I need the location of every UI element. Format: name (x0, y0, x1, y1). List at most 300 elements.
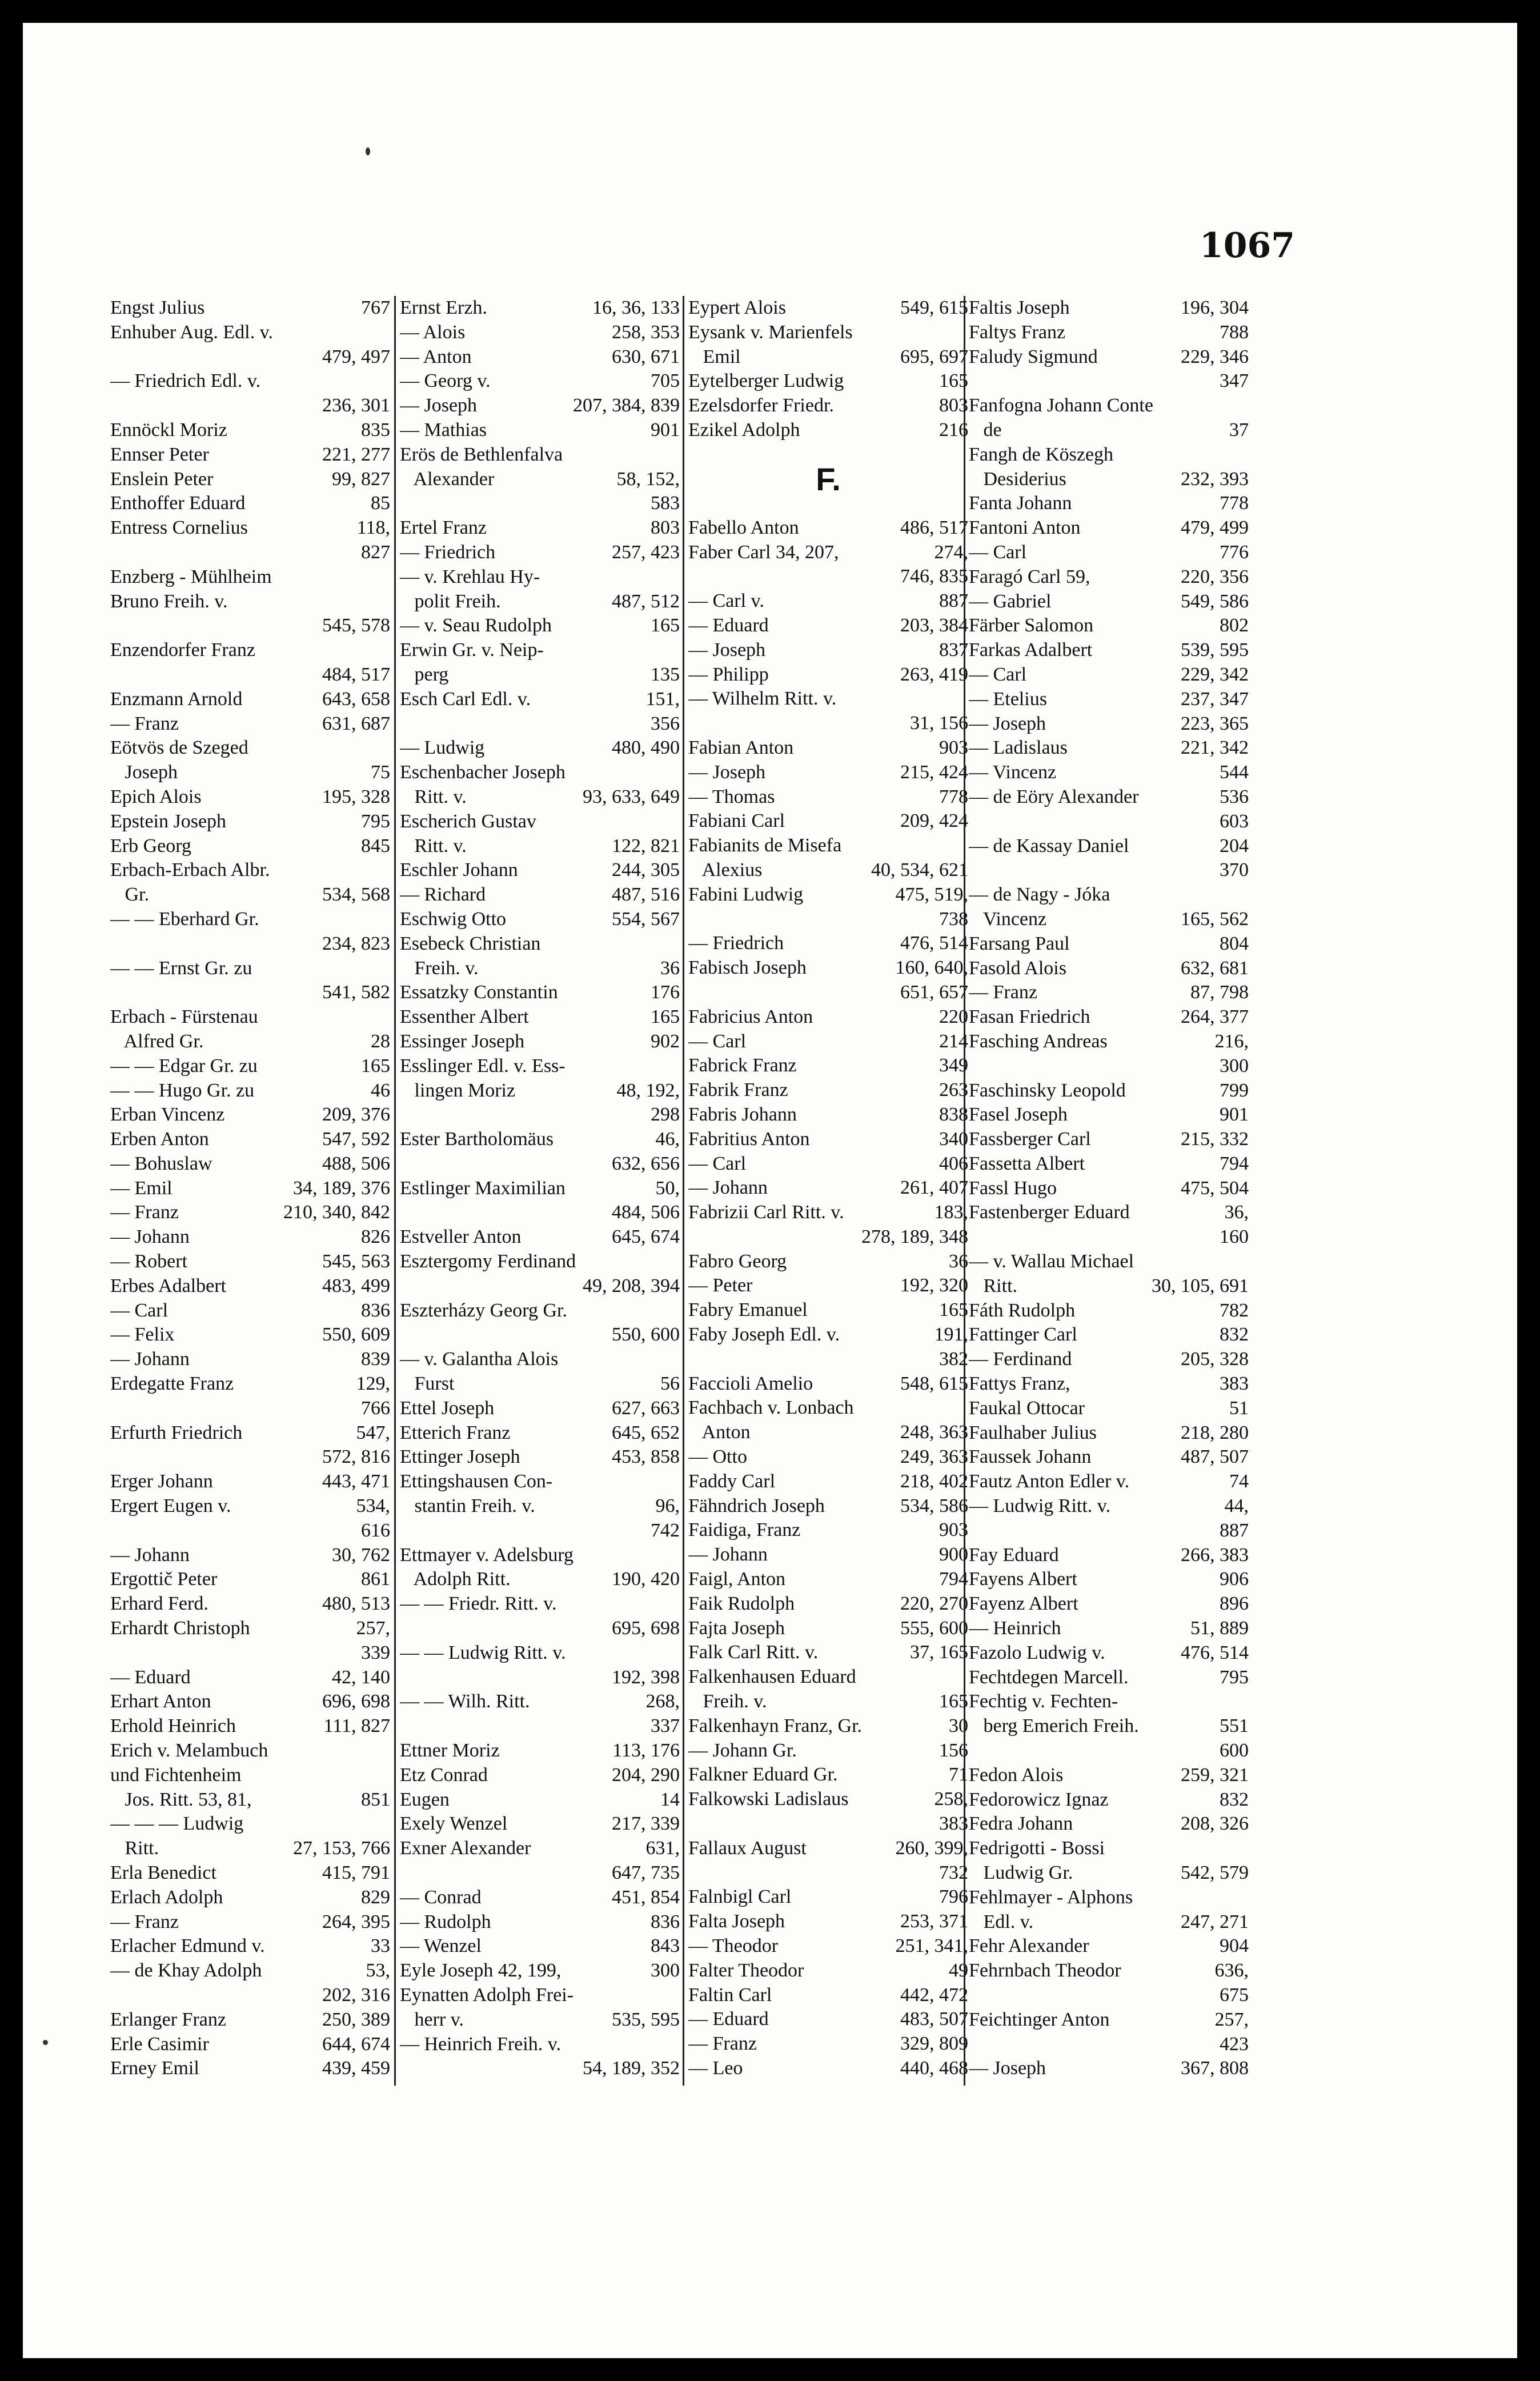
entry-pages: 453, 858 (612, 1446, 680, 1468)
entry-pages: 488, 506 (322, 1153, 390, 1174)
entry-pages: 49 (949, 1959, 968, 1981)
entry-pages: 215, 424 (900, 761, 968, 783)
index-entry (400, 345, 680, 370)
entry-continuation: 49, 208, 394 (583, 1275, 680, 1296)
entry-continuation: 550, 600 (612, 1324, 680, 1346)
index-entry (688, 345, 968, 370)
entry-pages: 906 (1220, 1568, 1249, 1590)
entry-pages: 845 (361, 835, 390, 857)
index-entry (110, 1714, 390, 1739)
index-entry (969, 1421, 1249, 1446)
entry-name: Fabini Ludwig (688, 883, 804, 905)
entry-pages: 480, 513 (322, 1593, 390, 1615)
index-entry (400, 1127, 680, 1152)
index-entry (688, 1396, 968, 1420)
entry-name: — Joseph (688, 761, 766, 783)
index-entry (688, 1323, 968, 1347)
entry-name: Ettner Moriz (400, 1740, 500, 1762)
entry-pages: 220, 270 (900, 1592, 968, 1614)
index-entry (688, 1567, 968, 1592)
entry-name: — de Khay Adolph (110, 1960, 262, 1982)
entry-pages: 221, 342 (1181, 737, 1249, 759)
entry-pages: 27, 153, 766 (293, 1838, 390, 1859)
index-entry (969, 907, 1249, 932)
entry-pages: 268, (645, 1691, 680, 1712)
entry-name: Faccioli Amelio (688, 1372, 813, 1394)
index-entry (400, 1005, 680, 1030)
entry-name: Ezikel Adolph (688, 419, 800, 441)
entry-name: — Rudolph (400, 1911, 491, 1932)
entry-name: — Thomas (688, 786, 775, 807)
entry-continuation: 887 (1220, 1519, 1249, 1541)
index-entry (400, 1225, 680, 1250)
entry-name: Fazolo Ludwig v. (969, 1642, 1105, 1663)
entry-name: Enzmann Arnold (110, 688, 243, 710)
index-entry (400, 2032, 680, 2057)
entry-name: — Joseph (688, 639, 766, 661)
index-entry (110, 1861, 390, 1886)
entry-pages: 258, 353 (612, 321, 680, 343)
index-entry (688, 687, 968, 711)
index-column-1 (110, 296, 390, 2081)
entry-pages: 630, 671 (612, 346, 680, 367)
entry-pages: 42, 140 (332, 1666, 390, 1688)
index-entry (969, 932, 1249, 957)
index-entry (688, 1763, 968, 1787)
entry-name: — de Nagy - Jóka (969, 884, 1110, 906)
index-entry (969, 1470, 1249, 1494)
entry-pages: 221, 277 (322, 443, 390, 465)
entry-continuation: 356 (651, 713, 680, 734)
entry-name: Falkowski Ladislaus (688, 1788, 849, 1810)
index-entry (969, 443, 1249, 467)
entry-pages: 835 (361, 419, 390, 441)
entry-name: — Joseph (400, 395, 478, 417)
entry-pages: 113, 176 (612, 1740, 680, 1762)
entry-pages: 486, 517 (900, 517, 968, 538)
entry-name: Essenther Albert (400, 1006, 529, 1028)
entry-pages: 30 (949, 1715, 968, 1736)
index-entry (969, 1347, 1249, 1372)
entry-name: — Leo (688, 2057, 743, 2079)
entry-name: Erdegatte Franz (110, 1373, 234, 1395)
entry-name: Fajta Joseph (688, 1617, 785, 1639)
entry-name: Fasan Friedrich (969, 1006, 1090, 1028)
entry-continuation: 746, 835 (900, 566, 968, 587)
index-entry (110, 810, 390, 834)
index-entry (110, 761, 390, 785)
entry-name: Erhard Ferd. (110, 1593, 208, 1615)
index-entry (969, 1152, 1249, 1177)
entry-name: Enzendorfer Franz (110, 639, 255, 661)
entry-pages: 191, (934, 1324, 968, 1346)
entry-pages: 160, 640, (895, 957, 968, 979)
index-entry (400, 1836, 680, 1861)
index-entry (400, 810, 680, 834)
entry-name: Faigl, Anton (688, 1568, 786, 1590)
entry-name: Faulhaber Julius (969, 1422, 1097, 1443)
entry-pages: 551 (1220, 1715, 1249, 1737)
entry-name: Erhart Anton (110, 1691, 211, 1712)
entry-name: Alexander (400, 468, 495, 490)
entry-pages: 645, 652 (612, 1422, 680, 1443)
entry-name: — Theodor (688, 1935, 779, 1956)
index-entry (400, 1421, 680, 1446)
entry-pages: 204, 290 (612, 1764, 680, 1786)
entry-pages: 33 (371, 1935, 390, 1957)
index-entry (969, 296, 1249, 321)
entry-name: Fedrigotti - Bossi (969, 1838, 1105, 1859)
entry-name: Fabrik Franz (688, 1079, 788, 1101)
entry-name: Fabris Johann (688, 1103, 797, 1125)
entry-name: — Peter (688, 1275, 753, 1296)
entry-pages: 257, (1214, 2008, 1249, 2030)
entry-name: — Heinrich Freih. v. (400, 2033, 562, 2055)
index-entry (969, 541, 1249, 565)
index-entry (110, 1299, 390, 1323)
index-entry (400, 516, 680, 541)
column-rule (964, 296, 965, 2086)
entry-pages: 215, 332 (1181, 1129, 1249, 1150)
entry-pages: 836 (361, 1299, 390, 1321)
entry-name: Freih. v. (688, 1691, 767, 1712)
entry-name: Etz Conrad (400, 1764, 488, 1786)
index-entry (969, 1494, 1249, 1519)
page-number: 1067 (1200, 226, 1295, 266)
entry-name: — Etelius (969, 688, 1047, 710)
entry-pages: 165 (939, 1691, 968, 1712)
index-entry (110, 296, 390, 321)
entry-name: — Robert (110, 1251, 188, 1272)
entry-name: — Eduard (688, 2008, 769, 2030)
index-entry (400, 761, 680, 785)
index-entry (400, 1910, 680, 1935)
entry-name: Färber Salomon (969, 615, 1094, 637)
index-entry (688, 1739, 968, 1763)
index-entry (688, 1274, 968, 1298)
entry-name: Eytelberger Ludwig (688, 370, 844, 392)
entry-pages: 542, 579 (1181, 1862, 1249, 1883)
index-column-3 (688, 296, 968, 2081)
index-entry (688, 1078, 968, 1103)
entry-name: — Ludwig Ritt. v. (969, 1495, 1111, 1517)
entry-name: — Ferdinand (969, 1348, 1072, 1370)
entry-pages: 442, 472 (900, 1984, 968, 2006)
index-entry (688, 883, 968, 907)
index-entry (969, 1543, 1249, 1568)
index-entry (688, 1445, 968, 1470)
entry-pages: 549, 615 (900, 297, 968, 318)
index-entry (969, 394, 1249, 418)
entry-name: — Johann (110, 1544, 190, 1566)
index-entry (688, 516, 968, 541)
entry-pages: 253, 371 (900, 1911, 968, 1932)
entry-pages: 644, 674 (322, 2033, 390, 2055)
index-entry (110, 1543, 390, 1568)
index-entry (688, 931, 968, 956)
index-entry (969, 1788, 1249, 1812)
entry-pages: 838 (939, 1103, 968, 1125)
entry-pages: 165 (651, 1006, 680, 1028)
entry-pages: 135 (651, 663, 680, 685)
entry-name: Furst (400, 1373, 455, 1395)
entry-pages: 46 (371, 1079, 390, 1101)
index-entry (688, 736, 968, 761)
index-entry (110, 1225, 390, 1250)
entry-name: Bruno Freih. v. (110, 590, 228, 612)
entry-name: Ettinger Joseph (400, 1446, 520, 1468)
index-entry (400, 638, 680, 663)
entry-name: Erben Anton (110, 1129, 209, 1150)
index-entry (400, 1054, 680, 1079)
index-entry (969, 1250, 1249, 1274)
index-entry (110, 1103, 390, 1127)
index-entry (969, 1200, 1249, 1225)
entry-pages: 837 (939, 639, 968, 661)
entry-continuation: 572, 816 (322, 1446, 390, 1468)
index-entry (400, 858, 680, 883)
entry-name: Falkenhayn Franz, Gr. (688, 1715, 863, 1736)
entry-name: Ludwig Gr. (969, 1862, 1073, 1883)
entry-pages: 122, 821 (612, 835, 680, 857)
entry-pages: 261, 407 (900, 1177, 968, 1199)
entry-name: Eynatten Adolph Frei- (400, 1984, 574, 2006)
entry-pages: 696, 698 (322, 1691, 390, 1712)
index-entry (110, 687, 390, 712)
entry-pages: 99, 827 (332, 468, 390, 490)
entry-name: Faltin Carl (688, 1984, 772, 2006)
entry-name: — Johann (688, 1544, 768, 1566)
entry-pages: 260, 399, (895, 1837, 968, 1859)
index-entry (110, 2056, 390, 2081)
entry-pages: 196, 304 (1181, 297, 1249, 318)
entry-continuation: 383 (939, 1813, 968, 1835)
index-entry (110, 1079, 390, 1103)
entry-continuation: 347 (1220, 370, 1249, 392)
entry-pages: 244, 305 (612, 859, 680, 881)
entry-pages: 195, 328 (322, 786, 390, 807)
entry-pages: 545, 563 (322, 1251, 390, 1272)
entry-name: Faukal Ottocar (969, 1397, 1085, 1419)
entry-pages: 223, 365 (1181, 713, 1249, 734)
entry-pages: 96, (655, 1495, 680, 1517)
entry-name: Ettingshausen Con- (400, 1471, 553, 1492)
entry-continuation: 651, 657 (900, 981, 968, 1003)
index-entry (400, 981, 680, 1005)
index-entry (688, 1152, 968, 1177)
entry-pages: 111, 827 (323, 1715, 390, 1737)
entry-name: Fechtdegen Marcell. (969, 1666, 1129, 1688)
index-entry (400, 834, 680, 859)
entry-pages: 300 (651, 1960, 680, 1982)
entry-pages: 264, 377 (1181, 1006, 1249, 1028)
index-entry (110, 1470, 390, 1494)
index-entry (400, 883, 680, 907)
entry-name: Faber Carl 34, 207, (688, 541, 839, 563)
entry-pages: 205, 328 (1181, 1348, 1249, 1370)
entry-name: Alexius (688, 859, 763, 881)
entry-continuation: 695, 698 (612, 1618, 680, 1639)
index-entry (110, 957, 390, 981)
index-entry (110, 1886, 390, 1910)
index-entry (400, 467, 680, 492)
entry-name: Enthoffer Eduard (110, 493, 246, 514)
entry-pages: 220, 356 (1181, 566, 1249, 587)
entry-name: Ritt. v. (400, 835, 467, 857)
entry-pages: 165 (361, 1055, 390, 1077)
entry-pages: 645, 674 (612, 1226, 680, 1248)
entry-pages: 207, 384, 839 (573, 395, 680, 417)
index-entry (400, 1494, 680, 1519)
entry-name: — Ludwig (400, 737, 485, 759)
entry-pages: 237, 347 (1181, 688, 1249, 710)
index-entry (688, 761, 968, 785)
entry-name: Ester Bartholomäus (400, 1129, 554, 1150)
index-entry (110, 418, 390, 443)
entry-name: de (969, 419, 1002, 441)
entry-name: Esch Carl Edl. v. (400, 688, 531, 710)
entry-pages: 250, 389 (322, 2008, 390, 2030)
entry-name: Adolph Ritt. (400, 1568, 511, 1590)
entry-pages: 548, 615 (900, 1372, 968, 1394)
entry-continuation: 738 (939, 908, 968, 930)
index-entry (969, 712, 1249, 737)
index-entry (110, 785, 390, 810)
entry-name: polit Freih. (400, 590, 501, 612)
entry-name: — Johann (688, 1177, 768, 1199)
entry-name: Fabianits de Misefa (688, 835, 842, 857)
entry-pages: 129, (356, 1373, 390, 1395)
entry-name: — v. Krehlau Hy- (400, 566, 540, 587)
entry-name: Erös de Bethlenfalva (400, 443, 563, 465)
entry-pages: 247, 271 (1181, 1911, 1249, 1932)
index-entry (110, 736, 390, 761)
entry-pages: 36, (1224, 1202, 1249, 1223)
entry-name: — — Friedr. Ritt. v. (400, 1593, 557, 1615)
entry-name: Escherich Gustav (400, 810, 536, 832)
entry-pages: 30, 762 (332, 1544, 390, 1566)
entry-continuation: 742 (651, 1519, 680, 1541)
entry-name: Fattys Franz, (969, 1373, 1070, 1395)
index-entry (400, 541, 680, 565)
entry-name: — Wilhelm Ritt. v. (688, 688, 837, 710)
entry-name: — Carl (688, 1030, 747, 1052)
index-entry (688, 1298, 968, 1323)
entry-pages: 632, 681 (1181, 957, 1249, 979)
entry-name: Epstein Joseph (110, 810, 227, 832)
entry-pages: 851 (361, 1788, 390, 1810)
entry-pages: 251, 341, (895, 1935, 968, 1956)
entry-name: Erbach - Fürstenau (110, 1006, 258, 1028)
index-entry (110, 321, 390, 345)
entry-pages: 218, 402 (900, 1470, 968, 1492)
entry-pages: 555, 600 (900, 1617, 968, 1639)
index-entry (110, 1739, 390, 1763)
entry-name: Fanta Johann (969, 493, 1072, 514)
ink-speck (43, 2040, 48, 2045)
index-entry (969, 1177, 1249, 1201)
index-entry (688, 785, 968, 810)
entry-name: — Joseph (969, 713, 1046, 734)
entry-pages: 259, 321 (1181, 1764, 1249, 1786)
entry-name: — Carl (969, 541, 1027, 563)
entry-pages: 367, 808 (1181, 2058, 1249, 2079)
entry-pages: 843 (651, 1935, 680, 1957)
entry-pages: 264, 395 (322, 1911, 390, 1932)
entry-pages: 544 (1220, 762, 1249, 783)
index-entry (688, 1250, 968, 1274)
entry-pages: 383 (1220, 1373, 1249, 1395)
index-entry (400, 663, 680, 687)
index-entry (688, 1176, 968, 1200)
entry-continuation: 234, 823 (322, 933, 390, 954)
entry-pages: 165 (939, 1299, 968, 1321)
index-entry (400, 736, 680, 761)
entry-name: perg (400, 663, 449, 685)
index-entry (688, 1518, 968, 1543)
entry-name: Ernst Erzh. (400, 297, 487, 318)
index-entry (969, 1445, 1249, 1470)
entry-continuation: 298 (651, 1104, 680, 1126)
index-entry (688, 394, 968, 418)
entry-pages: 216, (1214, 1030, 1249, 1052)
entry-continuation: 278, 189, 348 (861, 1226, 968, 1247)
entry-pages: 836 (651, 1911, 680, 1932)
entry-pages: 340 (939, 1128, 968, 1150)
entry-name: Fanfogna Johann Conte (969, 395, 1153, 417)
entry-name: — Anton (400, 346, 472, 367)
index-entry (969, 1396, 1249, 1421)
entry-pages: 829 (361, 1886, 390, 1908)
entry-name: Erhardt Christoph (110, 1618, 250, 1639)
index-entry (110, 1494, 390, 1519)
entry-pages: 705 (651, 370, 680, 392)
index-entry (110, 1666, 390, 1690)
index-entry (969, 1079, 1249, 1103)
index-entry (110, 1910, 390, 1935)
index-entry (400, 1812, 680, 1836)
index-entry (688, 1983, 968, 2008)
entry-name: — Johann (110, 1348, 190, 1370)
entry-name: Esslinger Edl. v. Ess- (400, 1055, 566, 1077)
entry-name: Ezelsdorfer Friedr. (688, 395, 834, 417)
entry-name: Eugen (400, 1788, 450, 1810)
index-entry (688, 2007, 968, 2032)
index-entry (969, 2056, 1249, 2081)
entry-name: Faddy Carl (688, 1470, 776, 1492)
entry-name: Enhuber Aug. Edl. v. (110, 321, 273, 343)
entry-pages: 539, 595 (1181, 639, 1249, 661)
entry-pages: 901 (651, 419, 680, 441)
index-entry (110, 1421, 390, 1446)
entry-name: Falnbigl Carl (688, 1886, 792, 1908)
entry-name: Etterich Franz (400, 1422, 511, 1443)
entry-name: Farsang Paul (969, 933, 1070, 954)
index-entry (688, 1690, 968, 1714)
index-entry (400, 1445, 680, 1470)
entry-pages: 203, 384 (900, 614, 968, 636)
index-entry (969, 418, 1249, 443)
entry-pages: 229, 342 (1181, 663, 1249, 685)
entry-name: Fay Eduard (969, 1544, 1059, 1566)
index-entry (969, 1030, 1249, 1054)
index-entry (688, 1127, 968, 1152)
index-entry (969, 1592, 1249, 1616)
entry-pages: 487, 507 (1181, 1446, 1249, 1468)
index-entry (969, 1567, 1249, 1592)
entry-name: Edl. v. (969, 1911, 1034, 1932)
index-entry (969, 1690, 1249, 1714)
